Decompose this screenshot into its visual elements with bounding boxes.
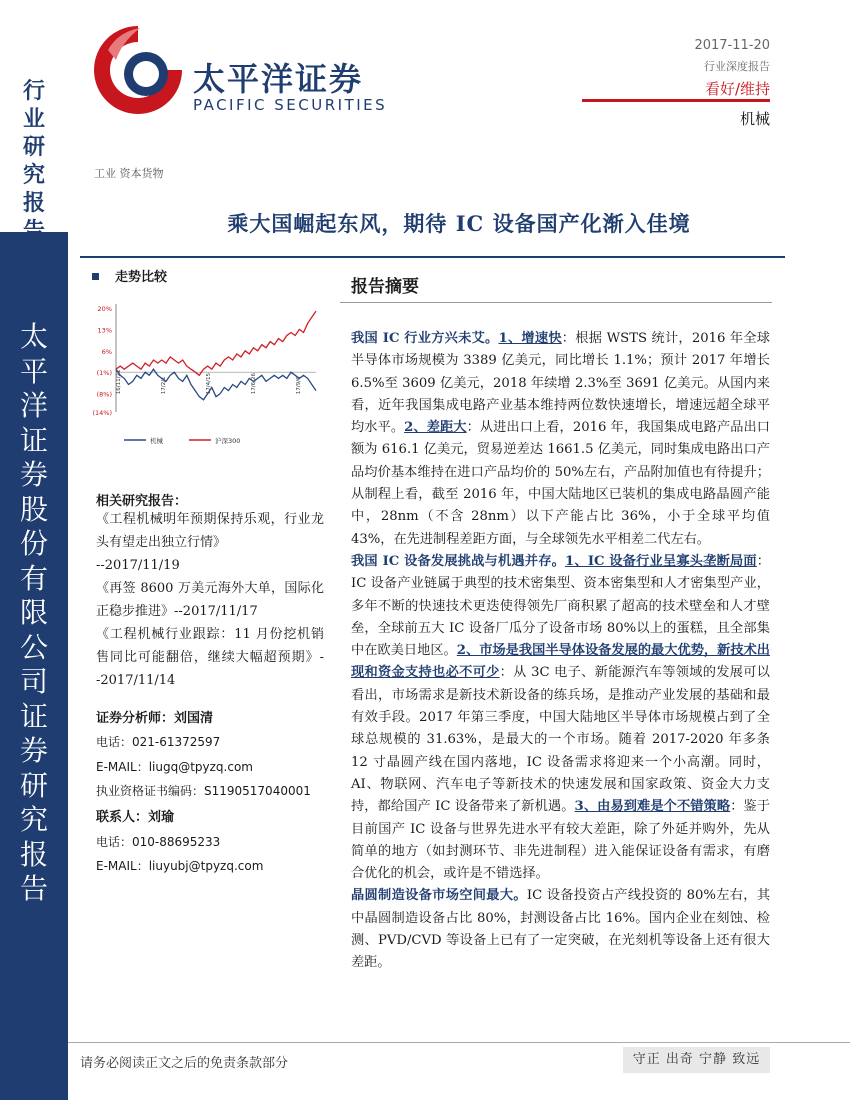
vertical-char: 太 [19,320,48,353]
summary-text: ：根据 WSTS 统计，2016 年全球半导体市场规模为 3389 亿美元，同比增长 1.1%；预计 2017 年增长 6.5%至 3609 亿美元，2018 年续增 2.3%至 3691 亿美元。从国内来看，近年我国集成电路产业基本维持两位数快速增长，增速远超全球平均水平。 [351,331,770,436]
summary-subhead: 2、市场是我国半导体设备发展的最大优势，新技术出现和资金支持也必不可少 [351,643,770,681]
footer-divider [68,1042,850,1043]
square-bullet-icon [92,273,99,280]
related-report-1 [96,508,324,577]
report-title: 乘大国崛起东风，期待 IC 设备国产化渐入佳境 [227,211,691,236]
y-tick-label: 13% [97,326,112,335]
y-tick-label: (14%) [92,409,112,417]
y-tick-label: 20% [97,305,112,313]
contact-phone: 电话：010-88695233 [96,835,221,849]
analyst-cert: 执业资格证书编码：S1190517040001 [96,784,311,798]
summary-lead: 我国 IC 行业方兴未艾。 [351,331,499,346]
summary-text: IC 设备投资占产线投资的 80%左右，其中晶圆制造设备占比 80%，封测设备占比 16%。国内企业在刻蚀、检测、PVD/CVD 等设备上已有了一定突破，在光刻机等设备上还有很大差距。 [351,888,771,971]
report-type: 行业深度报告 [704,60,770,73]
related-report-title: 《工程机械行业跟踪：11 月份挖机销售同比可能翻倍，继续大幅超预期》 [96,627,324,665]
vertical-char: 报 [19,837,48,871]
vertical-char: 有 [19,561,48,595]
summary-subhead: 2、差距大 [404,420,467,436]
analyst-name: 证券分析师：刘国清 [96,711,214,726]
vertical-char: 研 [22,135,45,160]
summary-subhead: 3、由易到难是个不错策略 [574,799,731,815]
brand-name-cn: 太平洋证券 [193,60,364,98]
related-report-date: --2017/11/17 [174,604,258,619]
y-tick-label: (1%) [96,369,112,378]
vertical-char: 证 [19,423,48,457]
summary-header: 报告摘要 [351,277,419,297]
summary-text: ：鉴于目前国产 IC 设备与世界先进水平有较大差距，除了外延并购外，先从简单的地方（如封测环节、非先进制程）进入能保证设备有需求，有磨合优化的机会，或许是不错选择。 [351,799,771,882]
analyst-phone: 电话：021-61372597 [96,735,221,749]
analyst-email: E-MAIL：liugq@tpyzq.com [96,760,253,774]
vertical-char: 业 [22,107,45,132]
legend-label: 机械 [150,437,163,445]
x-tick-label: 17/4/15 [206,373,212,395]
report-date: 2017-11-20 [694,38,770,53]
legend-label: 沪深300 [215,437,241,445]
vertical-char: 究 [22,163,45,188]
related-report-title: 《工程机械明年预期保持乐观，行业龙头有望走出独立行情》 [96,512,324,550]
vertical-char: 告 [22,219,45,244]
vertical-char: 份 [19,527,48,560]
trend-header [80,266,325,285]
sector-category: 工业 资本货物 [94,167,164,180]
vertical-char: 司 [19,665,48,698]
brand-name-en: PACIFIC SECURITIES [193,96,388,114]
trend-chart [84,290,324,450]
related-report-2 [96,577,324,623]
vertical-char: 洋 [19,389,48,422]
report-category-vertical [0,78,68,246]
related-report-title: 《再签 8600 万美元海外大单，国际化正稳步推进》 [96,581,324,619]
summary-subhead: 1、增速快 [498,331,562,346]
trend-header-label: 走势比较 [115,270,168,285]
summary-body [351,328,770,975]
vertical-char: 行 [22,79,45,104]
vertical-char: 公 [19,630,48,664]
vertical-char: 证 [19,699,48,733]
vertical-char: 告 [19,872,48,905]
summary-paragraph-2 [351,551,770,885]
company-logo-icon [88,20,188,120]
series-line [116,311,316,375]
summary-text: ：IC 设备产业链属于典型的技术密集型、资本密集型和人才密集型产业，多年不断的快速技术更迭使得领先厂商积累了超高的技术壁垒和人才壁垒，全球前五大 IC 设备厂瓜分了设备市场 80%以上的蛋糕，且全部集中在欧美日地区。 [351,553,770,659]
related-reports-header: 相关研究报告： [96,494,188,509]
summary-subhead: 1、IC 设备行业呈寡头垄断局面 [565,553,757,569]
title-divider [80,256,785,258]
related-report-3 [96,623,324,692]
vertical-char: 平 [19,354,48,388]
x-tick-label: 17/2/1 [161,376,167,395]
related-report-date: --2017/11/14 [96,650,324,688]
vertical-char: 券 [19,734,48,767]
summary-divider [340,302,772,303]
company-name-vertical [0,320,68,907]
y-tick-label: (8%) [96,390,112,399]
footer-motto: 守正 出奇 宁静 致远 [623,1047,770,1073]
sidebar [0,0,68,1100]
sidebar-top [0,0,68,244]
vertical-char: 报 [22,191,45,216]
vertical-char: 券 [19,458,48,491]
vertical-char: 股 [19,492,48,526]
y-tick-label: 6% [101,347,112,356]
summary-lead: 我国 IC 设备发展挑战与机遇并存。 [351,553,566,569]
x-tick-label: 17/9/6 [296,376,302,395]
vertical-char: 研 [19,768,48,802]
industry: 机械 [739,110,770,128]
footer-disclaimer: 请务必阅读正文之后的免责条款部分 [80,1056,289,1071]
x-tick-label: 17/6/26 [251,373,257,395]
summary-text: ：从进出口上看，2016 年，我国集成电路产品出口额为 616.1 亿美元，贸易逆差达 1661.5 亿美元，同时集成电路出口产品均价基本维持在进口产品均价的 50%左右，产品附加值也有待提升；从制程上看，截至 2016 年，中国大陆地区已装机的集成电路晶圆产能中，28nm（不含 28nm）以下产能占比 36%，小于全球平均值 43%，在先进制程差距方面，与全球领先水平相差二代左右。 [351,420,770,547]
contact-email: E-MAIL：liuyubj@tpyzq.com [96,859,264,873]
related-report-date: --2017/11/19 [96,558,180,573]
vertical-char: 限 [19,596,48,629]
summary-lead: 晶圆制造设备市场空间最大。 [351,888,527,904]
header-divider [582,99,770,102]
x-tick-label: 16/11/21 [116,369,122,395]
summary-text: ：从 3C 电子、新能源汽车等领域的发展可以看出，市场需求是新技术新设备的练兵场，是推动产业发展的基础和最有效手段。2017 年第三季度，中国大陆地区半导体市场规模占到了全球总规模的 31.63%，是最大的一个市场。随着 2017-2020 年多条 12 寸晶圆产线在国内落地，IC 设备需求将迎来一个小高潮。同时，AI、物联网、汽车电子等新技术的快速发展和国家政策、资金大力支持，都给国产 IC 设备带来了新机遇。 [351,665,770,815]
summary-paragraph-3 [351,885,770,974]
rating: 看好/维持 [704,80,770,98]
series-line [116,369,316,400]
vertical-char: 究 [19,803,48,836]
summary-paragraph-1 [351,328,770,551]
contact-name: 联系人：刘瑜 [96,810,175,825]
